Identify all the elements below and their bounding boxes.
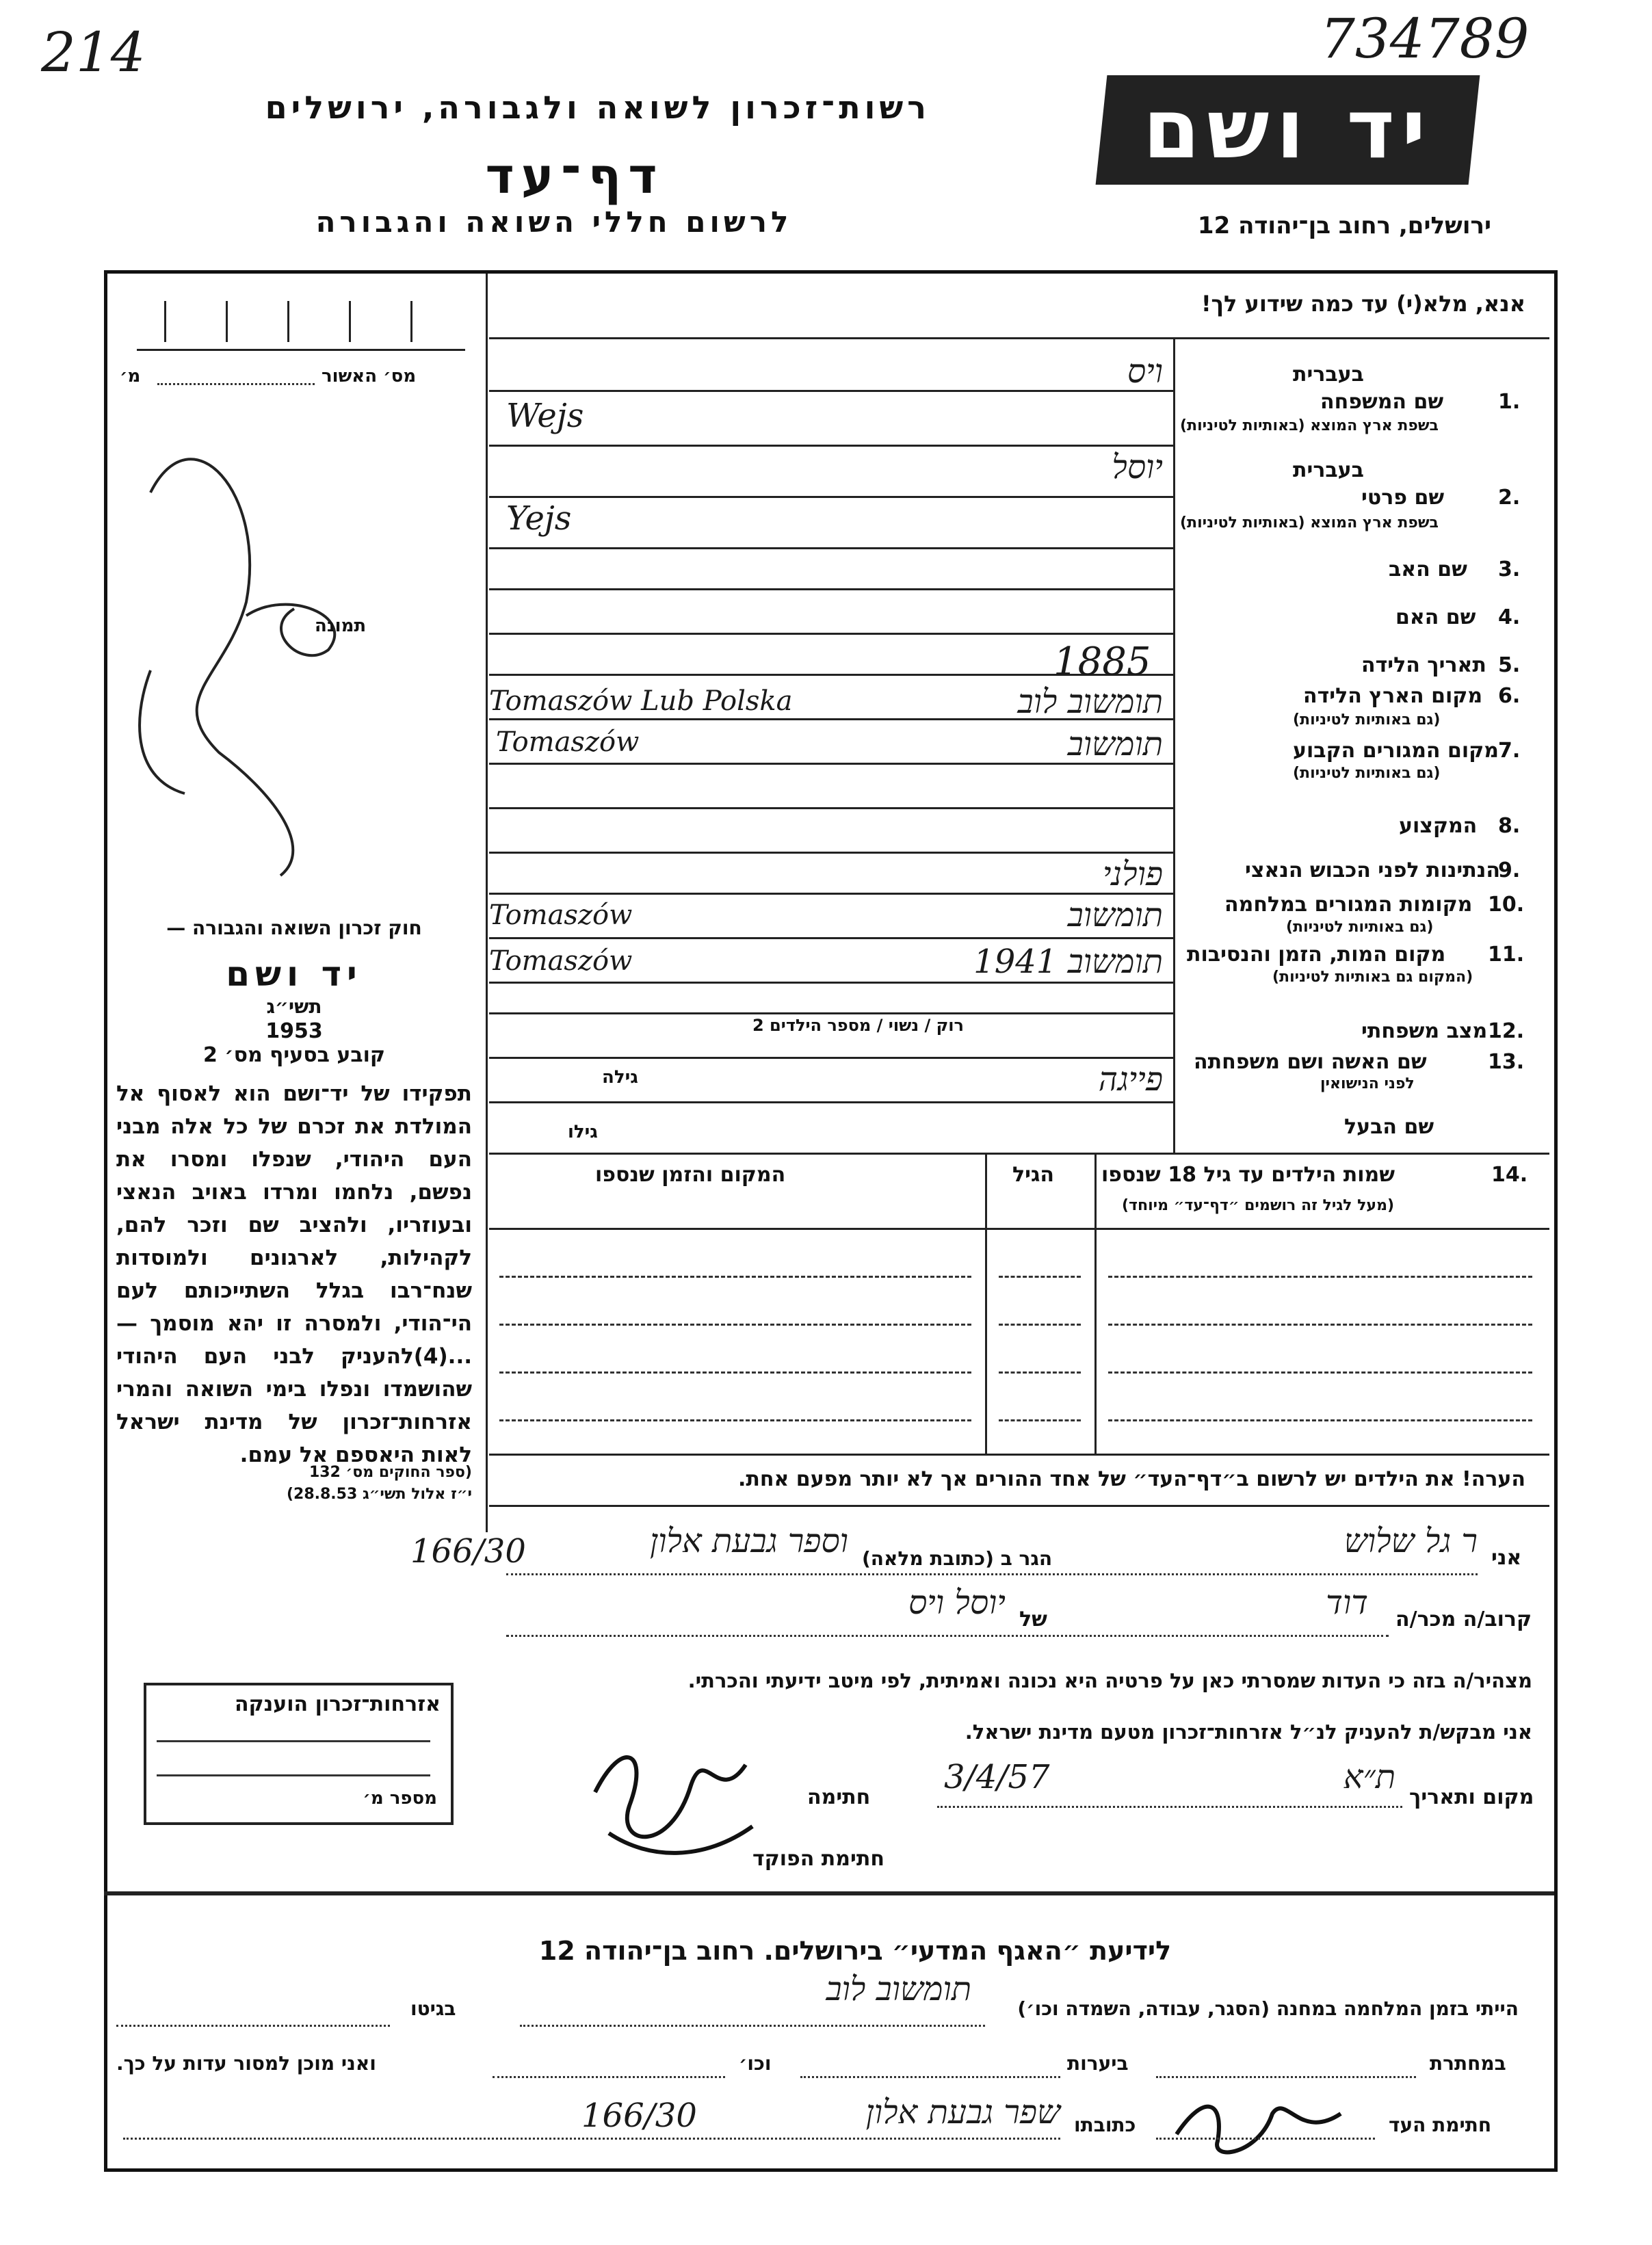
field-12-label: מצב משפחתי bbox=[1361, 1019, 1488, 1043]
ghetto-label: בגיטו bbox=[410, 1997, 456, 2020]
law-clause: קובע בסעיף מס׳ 2 bbox=[202, 1043, 386, 1067]
field-9-value: פולני bbox=[1102, 855, 1163, 893]
field-12-value: רוק / נשוי / מספר הילדים 2 bbox=[752, 1016, 964, 1035]
law-name: יד ושם bbox=[226, 954, 363, 994]
husband-label: שם הבעל bbox=[1344, 1115, 1434, 1139]
law-year-heb: תשי״ג bbox=[266, 995, 322, 1018]
place-date-line bbox=[937, 1806, 1402, 1808]
archive-number-right: 734789 bbox=[1320, 7, 1530, 70]
etc-label: וכו׳ bbox=[739, 2052, 772, 2075]
place-value: ת״א bbox=[1343, 1758, 1395, 1796]
field-2-hebrew-tag: בעברית bbox=[1293, 458, 1364, 482]
field-2-value-hebrew: יוסל bbox=[1112, 448, 1163, 486]
field-11-value-hebrew: תומשוב 1941 bbox=[973, 943, 1163, 981]
label-column-divider bbox=[1173, 339, 1175, 1153]
field-7-value-latin: Tomaszów bbox=[496, 726, 640, 758]
field-13-sub: לפני הנישואין bbox=[1320, 1075, 1415, 1092]
approval-no-label: מ׳ bbox=[120, 366, 141, 386]
approval-number-label: מס׳ האשור bbox=[322, 366, 417, 386]
children-place-header: המקום והזמן שנספו bbox=[595, 1163, 786, 1187]
address-number: 166/30 bbox=[410, 1532, 526, 1571]
page-title: דף־עד bbox=[485, 147, 664, 205]
photo-label: תמונה bbox=[315, 616, 367, 636]
citizenship-box-title: אזרחות־זכרון הוענקה bbox=[234, 1692, 441, 1716]
witness-signature-label: חתימת העד bbox=[1389, 2114, 1492, 2136]
field-7-value-hebrew: תומשוב bbox=[1067, 725, 1163, 763]
of-label: של bbox=[1019, 1607, 1047, 1631]
hiding-line bbox=[1156, 2076, 1416, 2078]
field-7-number: 7. bbox=[1498, 739, 1521, 763]
hiding-label: במחתרת bbox=[1430, 2052, 1506, 2075]
ghetto-line bbox=[116, 2025, 390, 2027]
photo-area bbox=[109, 410, 479, 889]
law-title: חוק זכרון השואה והגבורה — bbox=[166, 917, 422, 939]
field-9-label: הנתינות לפני הכבוש הנאצי bbox=[1245, 858, 1500, 882]
field-4-number: 4. bbox=[1498, 605, 1521, 629]
declarant-value: ר גל שלוש bbox=[1343, 1522, 1478, 1560]
field-11-label: מקום המות, הזמן והנסיבות bbox=[1187, 943, 1446, 967]
field-12-number: 12. bbox=[1488, 1019, 1525, 1043]
declarant-line bbox=[506, 1573, 1478, 1575]
number-ticks bbox=[137, 301, 465, 351]
declarant-signature bbox=[568, 1724, 773, 1867]
intro-instruction: אנא, מלא(י) עד כמה שידוע לך! bbox=[1201, 291, 1525, 317]
children-col-divider-1 bbox=[985, 1153, 987, 1454]
law-year: 1953 bbox=[265, 1019, 323, 1043]
camp-value: תומשוב לוב bbox=[826, 1970, 971, 2008]
field-1-hebrew-tag: בעברית bbox=[1293, 363, 1364, 386]
declarant-label: אני bbox=[1491, 1546, 1522, 1570]
witness-address-number: 166/30 bbox=[581, 2097, 697, 2135]
children-header-rule bbox=[489, 1228, 1549, 1230]
law-reference-2: י״ז אלול תשי״ג 28.8.53) bbox=[286, 1486, 472, 1503]
children-number: 14. bbox=[1491, 1163, 1528, 1187]
witness-address-label: כתובתו bbox=[1074, 2114, 1136, 2136]
sidebar-divider bbox=[486, 274, 488, 1532]
camp-label: הייתי בזמן המלחמה במחנה (הסגר, עבודה, השמדה וכו׳) bbox=[1017, 1997, 1519, 2020]
field-6-value-latin: Tomaszów Lub Polska bbox=[489, 685, 793, 717]
field-10-label: מקומות המגורים במלחמה bbox=[1224, 893, 1473, 917]
field-1-sub: בשפת ארץ המוצא (באותיות לטיניות) bbox=[1180, 417, 1439, 434]
field-1-label: שם המשפחה bbox=[1320, 390, 1444, 414]
officer-signature-label: חתימת הפוקד bbox=[752, 1847, 884, 1871]
signature-label: חתימה bbox=[807, 1785, 871, 1809]
field-1-value-hebrew: ויס bbox=[1127, 352, 1163, 391]
witness-signature-line bbox=[1156, 2138, 1375, 2140]
field-11-number: 11. bbox=[1488, 943, 1525, 967]
field-6-label: מקום הארץ הלידה bbox=[1303, 684, 1483, 708]
witness-signature bbox=[1163, 2086, 1368, 2162]
law-text: תפקידו של יד־ושם הוא לאסוף אל המולדת את זכרם של כל אלה מבני העם היהודי, שנפלו ומסרו את נפשם, נלחמו ומרדו באויב הנאצי ובעוזריו, ולהציב שם וזכר להם, לקהילות, לארגונים ולמוסדות שנח־רבו בגלל השתייכותם לעם הי־הודי, ולמסרה זו יהא מוסמך — ...(4)להעניק לבני העם היהודי שהושמדו ונפלו בימי השואה והמרי אזרחות־זכרון של מדינת ישראל לאות היאספם אל עמם. bbox=[116, 1081, 472, 1467]
footer-separator bbox=[104, 1891, 1554, 1895]
witness-address-value: שפר גבעת אלון bbox=[865, 2093, 1060, 2131]
field-1-value-latin: Wejs bbox=[506, 397, 584, 435]
field-9-number: 9. bbox=[1498, 858, 1521, 882]
law-reference-1: (ספר החוקים מס׳ 132 bbox=[309, 1464, 472, 1481]
relation-line bbox=[506, 1635, 1389, 1637]
archive-number-left: 214 bbox=[41, 21, 146, 84]
intro-underline bbox=[489, 337, 1549, 339]
citizenship-request: אני מבקש/ת להעניק לנ״ל אזרחות־זכרון מטעם מדינת ישראל. bbox=[965, 1720, 1532, 1744]
husband-age-label: גילו bbox=[568, 1122, 598, 1142]
field-10-sub: (גם באותיות לטיניות) bbox=[1286, 919, 1434, 936]
citizenship-box-number: מספר מ׳ bbox=[363, 1788, 437, 1809]
photo-scribble bbox=[109, 410, 479, 889]
field-11-sub: (המקום גם באותיות לטיניות) bbox=[1272, 969, 1473, 986]
witness-address-line bbox=[123, 2138, 1060, 2140]
relation-value: דוד bbox=[1326, 1584, 1368, 1622]
etc-line bbox=[493, 2076, 725, 2078]
ready-label: ואני מוכן למסור עדות על כך. bbox=[116, 2052, 376, 2075]
field-6-number: 6. bbox=[1498, 684, 1521, 708]
field-3-number: 3. bbox=[1498, 557, 1521, 581]
children-age-header: הגיל bbox=[1012, 1163, 1054, 1187]
field-2-sub: בשפת ארץ המוצא (באותיות לטיניות) bbox=[1180, 514, 1439, 531]
field-3-label: שם האב bbox=[1389, 557, 1467, 581]
field-10-value-latin: Tomaszów bbox=[489, 900, 633, 931]
field-2-value-latin: Yejs bbox=[506, 499, 572, 538]
authority-title: רשות־זכרון לשואה ולגבורה, ירושלים bbox=[265, 89, 930, 126]
address-label: הגר ב (כתובת מלאה) bbox=[862, 1547, 1053, 1570]
field-1-number: 1. bbox=[1498, 390, 1521, 414]
field-7-sub: (גם באותיות לטיניות) bbox=[1293, 765, 1441, 782]
place-date-label: מקום ותאריך bbox=[1409, 1785, 1534, 1809]
children-bottom-rule bbox=[489, 1454, 1549, 1456]
field-5-label: תאריך הלידה bbox=[1361, 653, 1486, 677]
relation-label: קרוב/ה מכר/ה bbox=[1395, 1607, 1532, 1631]
field-2-label: שם פרטי bbox=[1361, 486, 1445, 510]
field-6-sub: (גם באותיות לטיניות) bbox=[1293, 711, 1441, 728]
field-13-value: פייגה bbox=[1098, 1060, 1163, 1099]
page-subtitle: לרשום חללי השואה והגבורה bbox=[315, 205, 793, 239]
wife-age-label: גילה bbox=[602, 1067, 638, 1088]
field-8-label: המקצוע bbox=[1399, 814, 1478, 838]
logo-text: יד ושם bbox=[1142, 82, 1433, 177]
field-5-number: 5. bbox=[1498, 653, 1521, 677]
field-8-number: 8. bbox=[1498, 814, 1521, 838]
field-11-value-latin: Tomaszów bbox=[489, 945, 633, 977]
field-10-number: 10. bbox=[1488, 893, 1525, 917]
field-10-value-hebrew: תומשוב bbox=[1067, 896, 1163, 934]
fields-bottom-rule bbox=[489, 1153, 1549, 1155]
yad-vashem-logo bbox=[1096, 75, 1480, 185]
field-5-value: 1885 bbox=[1053, 640, 1151, 684]
footer-title: לידיעת ״האגף המדעי״ בירושלים. רחוב בן־יהודה 12 bbox=[538, 1936, 1172, 1966]
date-value: 3/4/57 bbox=[944, 1758, 1050, 1796]
citizenship-box bbox=[144, 1683, 454, 1825]
field-2-number: 2. bbox=[1498, 486, 1521, 510]
children-sub: (מעל לגיל זה רושמים ״דף־עד״ מיוחד) bbox=[1122, 1197, 1395, 1214]
field-7-label: מקום המגורים הקבוע bbox=[1293, 739, 1499, 763]
children-col-divider-2 bbox=[1094, 1153, 1097, 1454]
address-line: ירושלים, רחוב בן־יהודה 12 bbox=[1197, 212, 1491, 239]
note-text: הערה! את הילדים יש לרשום ב״דף־העד״ של אחד ההורים אך לא יותר מפעם אחת. bbox=[738, 1467, 1525, 1491]
field-13-number: 13. bbox=[1488, 1050, 1525, 1074]
forest-line bbox=[800, 2076, 1060, 2078]
camp-line bbox=[520, 2025, 985, 2027]
declaration-statement: מצהיר/ה בזה כי העדות שמסרתי כאן על פרטיה היא נכונה ואמיתית, לפי מיטב ידיעתי והכרתי. bbox=[687, 1669, 1532, 1692]
field-4-label: שם האם bbox=[1395, 605, 1476, 629]
address-value: וספר גבעת אלון bbox=[649, 1522, 848, 1560]
field-6-value-hebrew: תומשוב לוב bbox=[1017, 683, 1163, 721]
of-value: יוסל ויס bbox=[908, 1584, 1006, 1622]
children-label: שמות הילדים עד גיל 18 שנספו bbox=[1101, 1163, 1395, 1187]
note-bottom-rule bbox=[489, 1505, 1549, 1507]
approval-number-line bbox=[157, 383, 315, 385]
forest-label: ביערות bbox=[1067, 2052, 1129, 2075]
field-13-label: שם האשה ושם משפחתה bbox=[1194, 1050, 1427, 1074]
